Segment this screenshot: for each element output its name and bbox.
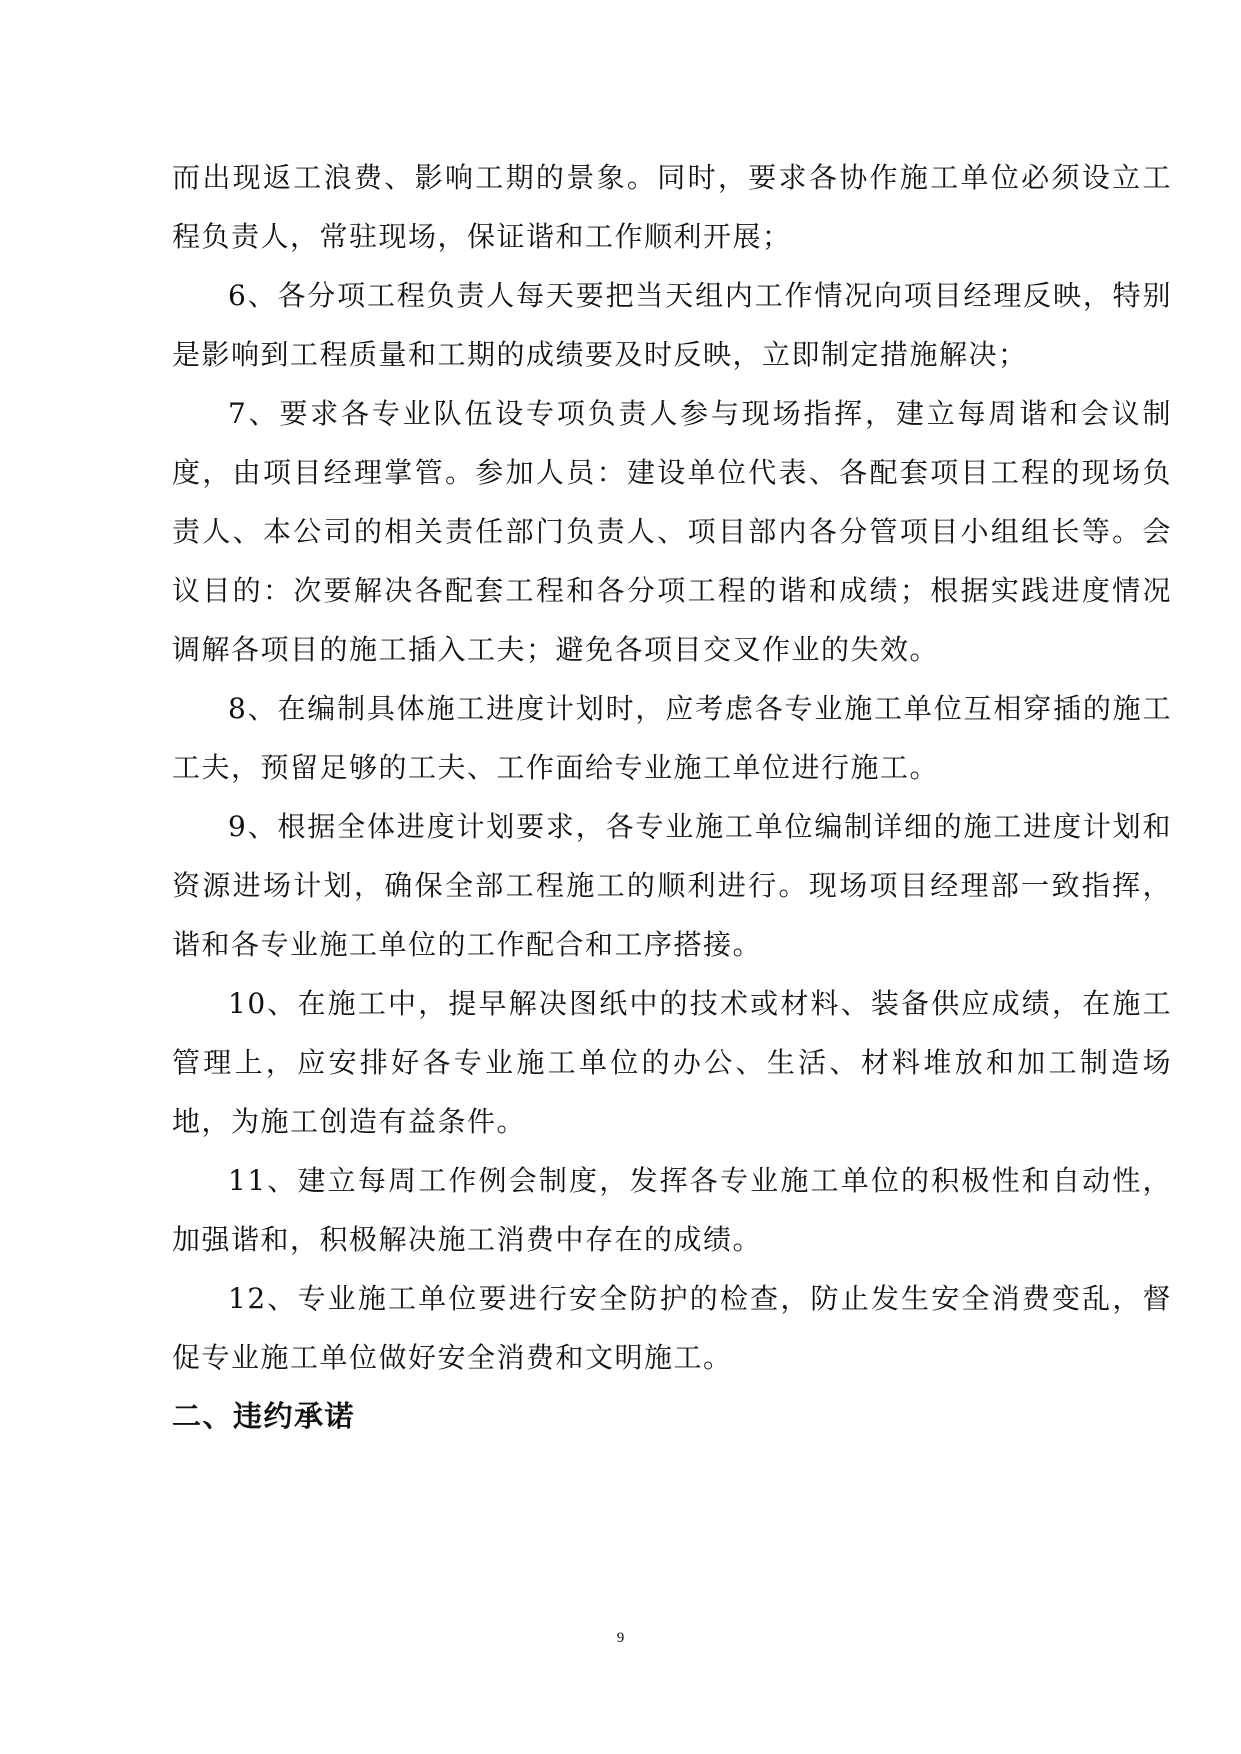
section-heading: 二、违约承诺 [172, 1399, 356, 1433]
paragraph-item-12: 12、专业施工单位要进行安全防护的检查，防止发生安全消费变乱，督促专业施工单位做好安全消费和文明施工。 [172, 1282, 1172, 1374]
paragraph-continuation: 而出现返工浪费、影响工期的景象。同时，要求各协作施工单位必须设立工程负责人，常驻现场，保证谐和工作顺利开展； [172, 161, 1172, 253]
paragraph-item-8: 8、在编制具体施工进度计划时，应考虑各专业施工单位互相穿插的施工工夫，预留足够的工夫、工作面给专业施工单位进行施工。 [172, 692, 1172, 784]
paragraph-item-6: 6、各分项工程负责人每天要把当天组内工作情况向项目经理反映，特别是影响到工程质量和工期的成绩要及时反映，立即制定措施解决； [172, 279, 1172, 371]
paragraph-item-7: 7、要求各专业队伍设专项负责人参与现场指挥，建立每周谐和会议制度，由项目经理掌管。参加人员：建设单位代表、各配套项目工程的现场负责人、本公司的相关责任部门负责人、项目部内各分管项目小组组长等。会议目的：次要解决各配套工程和各分项工程的谐和成绩；根据实践进度情况调解各项目的施工插入工夫；避免各项目交叉作业的失效。 [172, 397, 1172, 666]
page-number: 9 [616, 1630, 625, 1646]
paragraph-item-11: 11、建立每周工作例会制度，发挥各专业施工单位的积极性和自动性，加强谐和，积极解决施工消费中存在的成绩。 [172, 1164, 1172, 1256]
paragraph-item-10: 10、在施工中，提早解决图纸中的技术或材料、装备供应成绩，在施工管理上，应安排好各专业施工单位的办公、生活、材料堆放和加工制造场地，为施工创造有益条件。 [172, 987, 1172, 1138]
paragraph-item-9: 9、根据全体进度计划要求，各专业施工单位编制详细的施工进度计划和资源进场计划，确保全部工程施工的顺利进行。现场项目经理部一致指挥，谐和各专业施工单位的工作配合和工序搭接。 [172, 810, 1172, 961]
body-text [172, 148, 1172, 1446]
